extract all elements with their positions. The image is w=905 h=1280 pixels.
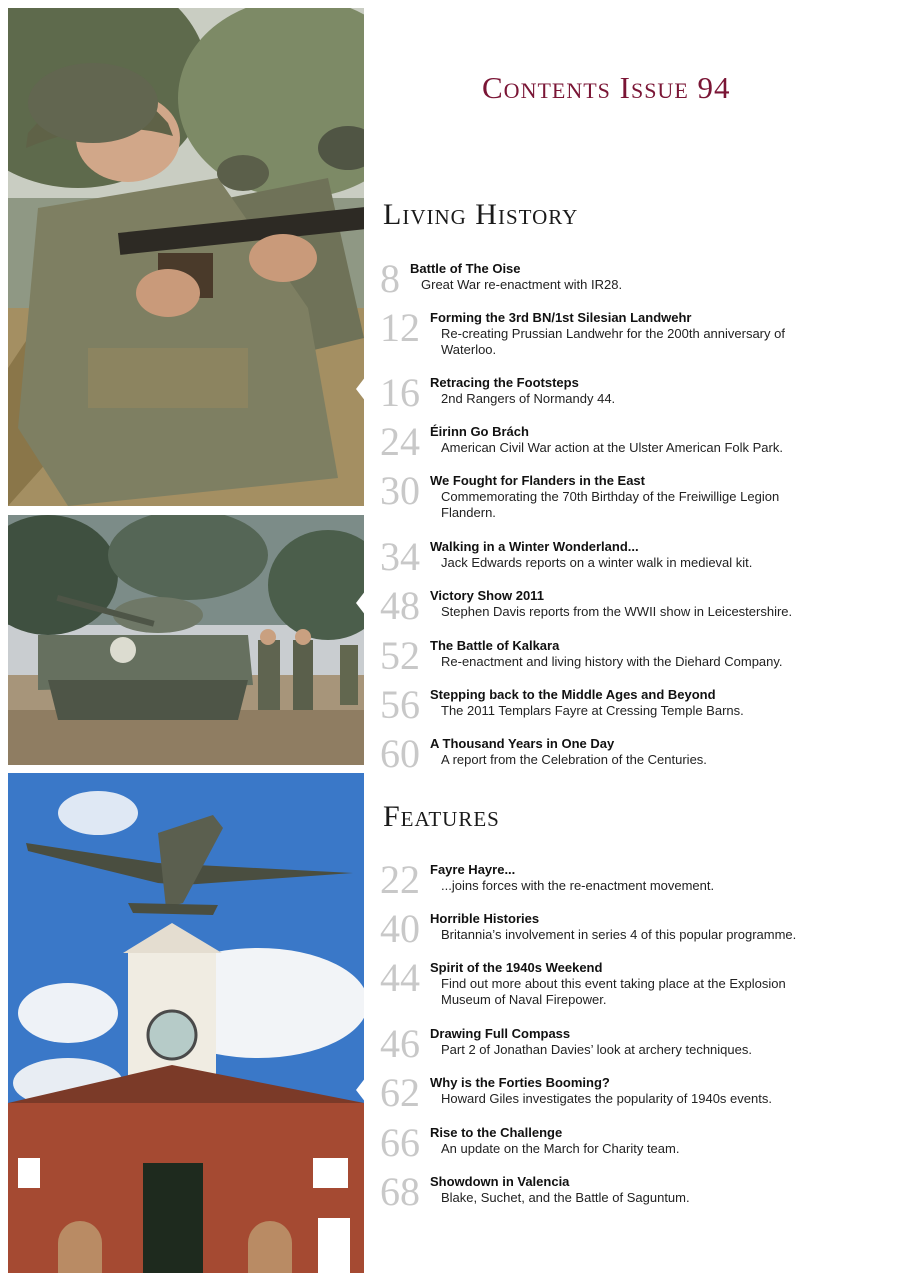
entry-description: An update on the March for Charity team. xyxy=(441,1141,680,1156)
page-number: 66 xyxy=(380,1120,420,1165)
entry-title: Showdown in Valencia xyxy=(430,1174,570,1189)
entry-description: 2nd Rangers of Normandy 44. xyxy=(441,391,616,406)
entry-description: American Civil War action at the Ulster American Folk Park. xyxy=(441,440,783,455)
page-number: 62 xyxy=(380,1070,420,1115)
entry-title: Stepping back to the Middle Ages and Beyond xyxy=(430,687,716,702)
page-number: 24 xyxy=(380,419,420,464)
entry-title: Horrible Histories xyxy=(430,911,540,926)
page-number: 44 xyxy=(380,955,420,1000)
entry-description: The 2011 Templars Fayre at Cressing Temple Barns. xyxy=(441,703,744,718)
entry-description: Jack Edwards reports on a winter walk in medieval kit. xyxy=(441,555,753,570)
photo-notch xyxy=(356,376,366,402)
entry-description: Great War re-enactment with IR28. xyxy=(421,277,623,292)
entry-description: Howard Giles investigates the popularity of 1940s events. xyxy=(441,1091,772,1106)
entry-title: The Battle of Kalkara xyxy=(430,638,560,653)
page-number: 40 xyxy=(380,906,420,951)
entry-description: Re-creating Prussian Landwehr for the 200th anniversary of Waterloo. xyxy=(441,326,785,357)
entry-description: Stephen Davis reports from the WWII show in Leicestershire. xyxy=(441,604,793,619)
page-number: 68 xyxy=(380,1169,420,1214)
page-number: 46 xyxy=(380,1021,420,1066)
entry-description: Find out more about this event taking place at the Explosion Museum of Naval Firepower. xyxy=(441,976,786,1007)
entry-description: Britannia’s involvement in series 4 of this popular programme. xyxy=(441,927,797,942)
page-number: 48 xyxy=(380,583,420,628)
photo-soldier-with-rifle xyxy=(8,8,364,506)
entry-description: A report from the Celebration of the Centuries. xyxy=(441,752,707,767)
entry-description: Blake, Suchet, and the Battle of Saguntum. xyxy=(441,1190,690,1205)
photo-notch xyxy=(356,1077,366,1103)
entry-title: Forming the 3rd BN/1st Silesian Landwehr xyxy=(430,310,692,325)
entry-title: Victory Show 2011 xyxy=(430,588,544,603)
entry-title: A Thousand Years in One Day xyxy=(430,736,615,751)
entry-title: Walking in a Winter Wonderland... xyxy=(430,539,639,554)
page-number: 22 xyxy=(380,857,420,902)
page-number: 34 xyxy=(380,534,420,579)
entry-title: Why is the Forties Booming? xyxy=(430,1075,610,1090)
entry-title: Battle of The Oise xyxy=(410,261,521,276)
entry-title: Fayre Hayre... xyxy=(430,862,516,877)
section-title-features: Features xyxy=(383,800,500,833)
page-number: 60 xyxy=(380,731,420,776)
photo-tank-with-troops xyxy=(8,515,364,765)
entry-description: Part 2 of Jonathan Davies’ look at archery techniques. xyxy=(441,1042,752,1057)
section-title-living-history: Living History xyxy=(383,198,579,231)
entry-description: ...joins forces with the re-enactment movement. xyxy=(441,878,715,893)
photo-aircraft-over-clocktower xyxy=(8,773,364,1273)
entry-title: Spirit of the 1940s Weekend xyxy=(430,960,603,975)
page-number: 16 xyxy=(380,370,420,415)
entry-title: Éirinn Go Brách xyxy=(430,424,529,439)
page-number: 8 xyxy=(380,256,400,301)
entry-title: Drawing Full Compass xyxy=(430,1026,571,1041)
page-number: 30 xyxy=(380,468,420,513)
entry-description: Commemorating the 70th Birthday of the Freiwillige Legion Flandern. xyxy=(441,489,780,520)
entry-title: Retracing the Footsteps xyxy=(430,375,579,390)
entry-title: We Fought for Flanders in the East xyxy=(430,473,645,488)
page-number: 12 xyxy=(380,305,420,350)
page-number: 56 xyxy=(380,682,420,727)
entry-description: Re-enactment and living history with the Diehard Company. xyxy=(441,654,783,669)
page-number: 52 xyxy=(380,633,420,678)
entry-title: Rise to the Challenge xyxy=(430,1125,563,1140)
photo-notch xyxy=(356,590,366,616)
contents-title: Contents Issue 94 xyxy=(482,70,731,105)
